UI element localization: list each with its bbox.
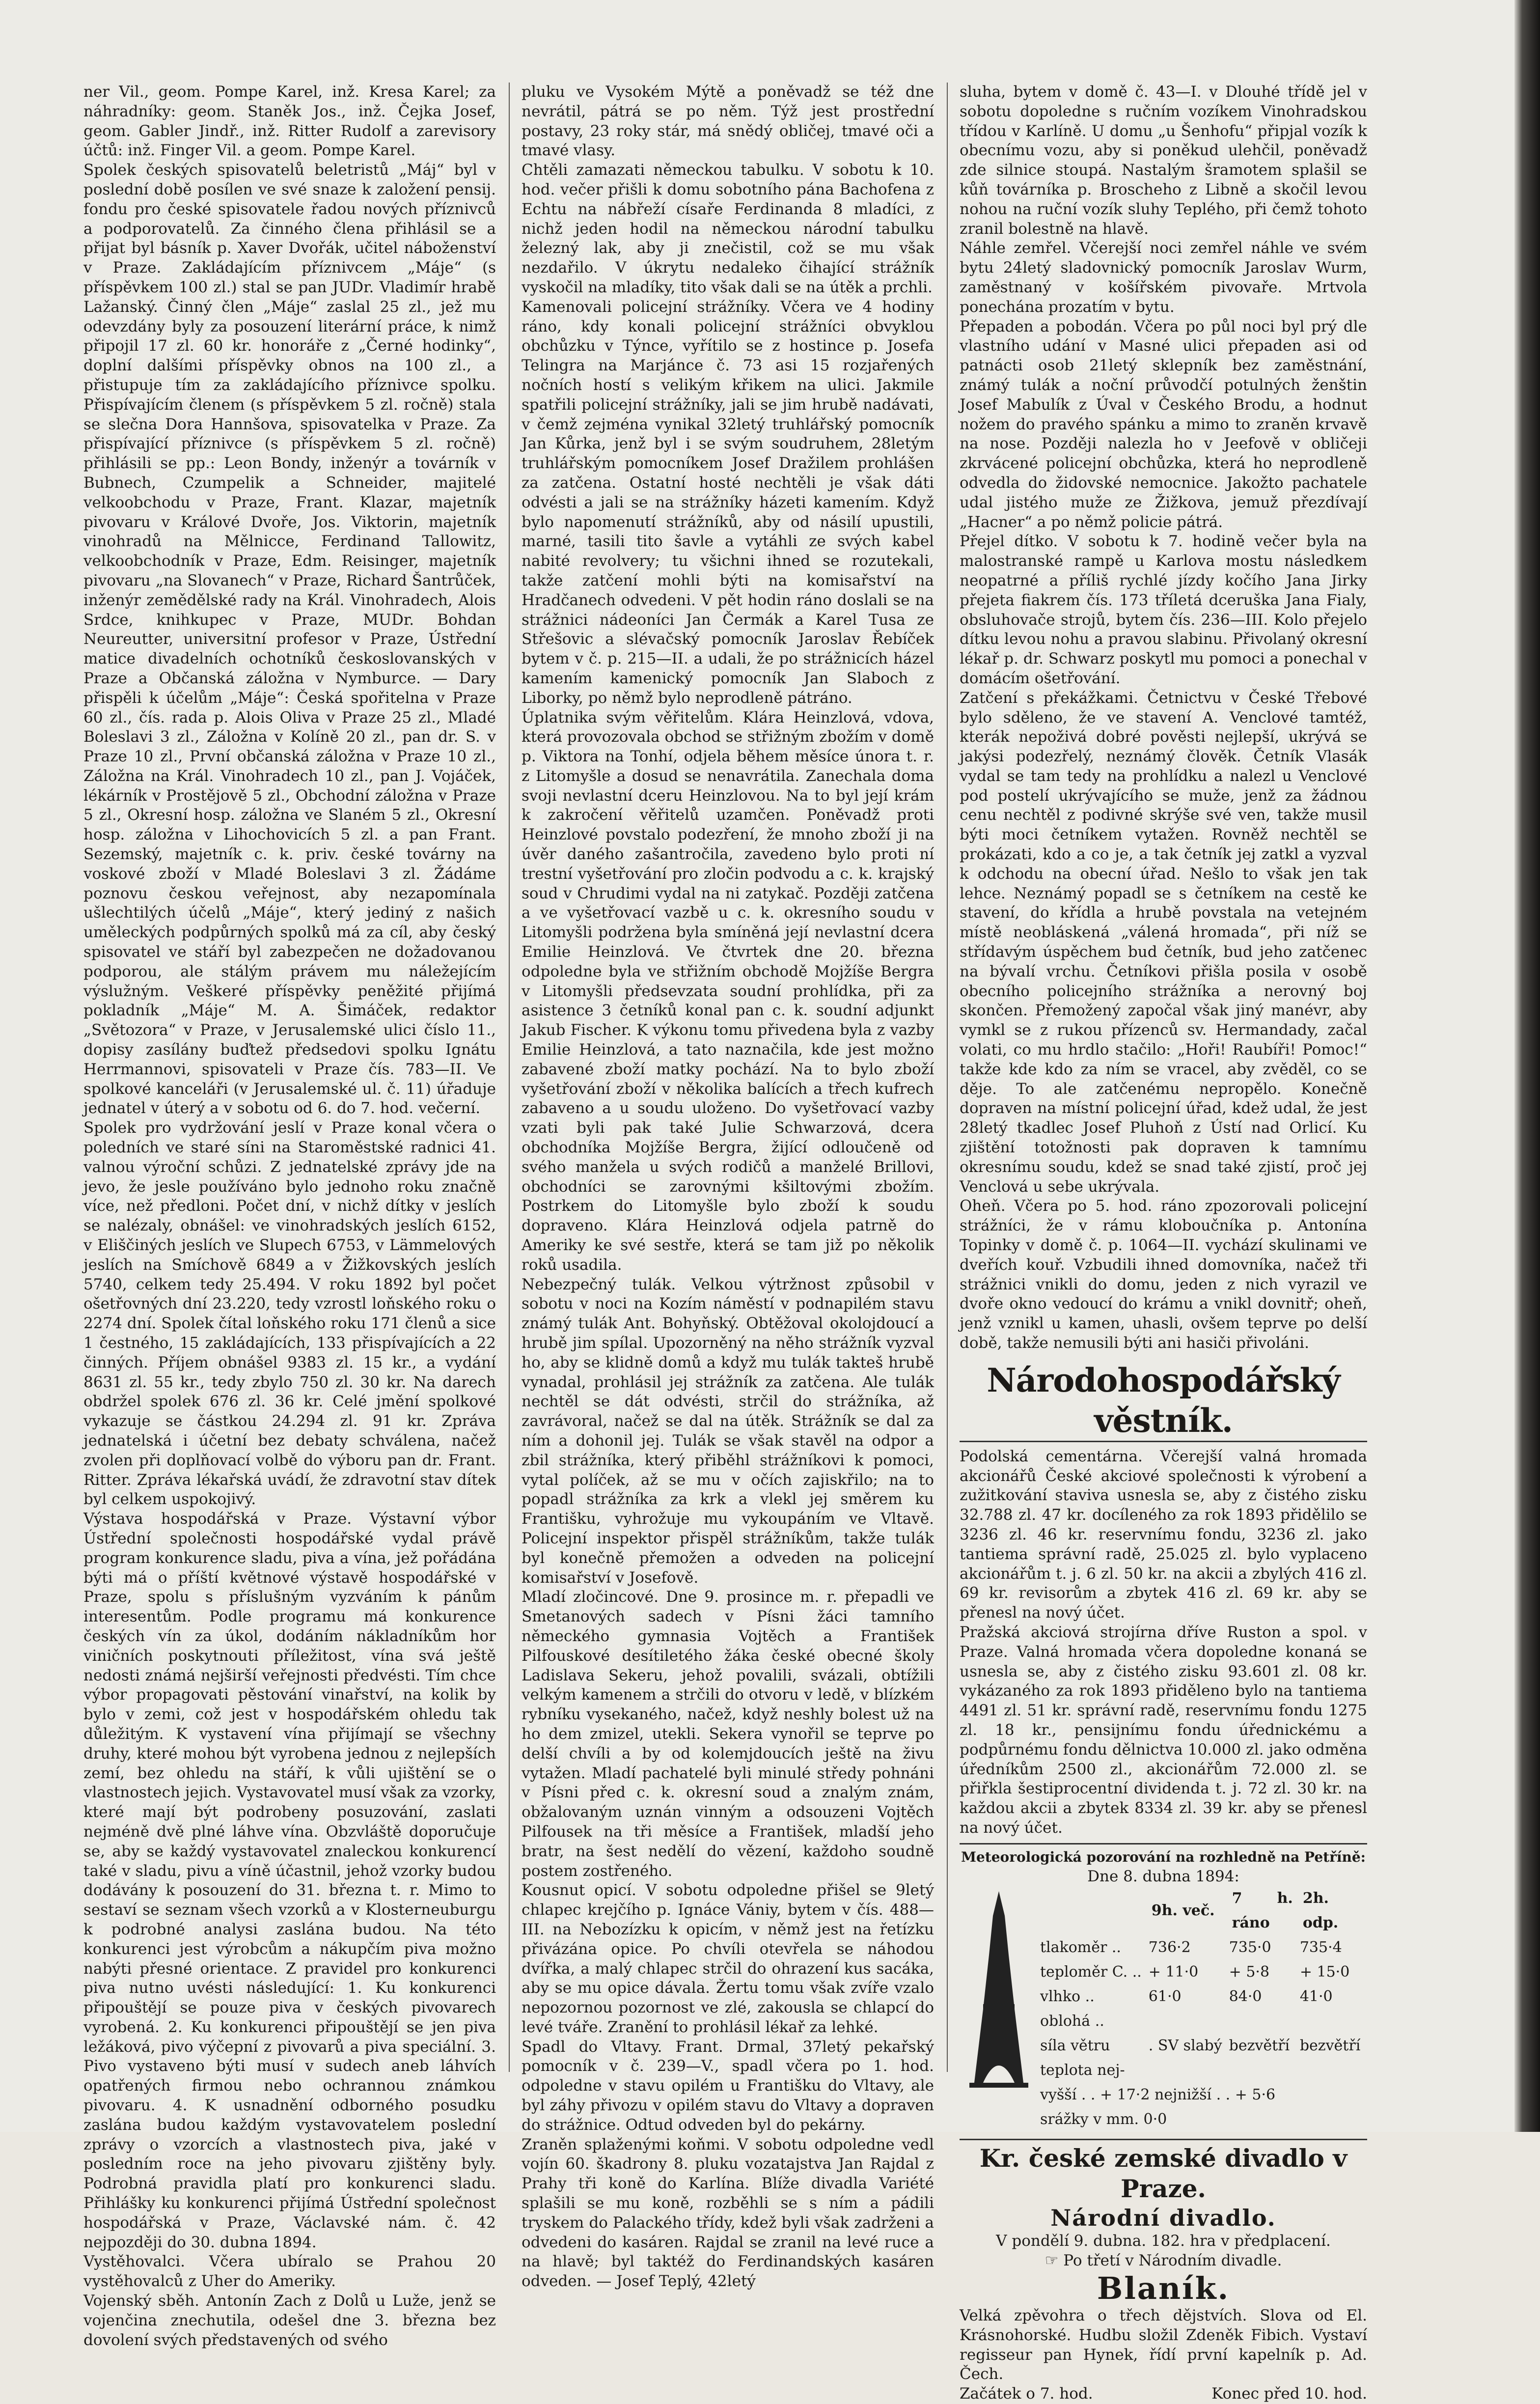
article-text: Spolek pro vydržování jeslí v Praze konal včera o poledních ve staré síni na Staroměstské radnici 41. valnou výroční schůzi. Z jednatelské zprávy jde na jevo, že jesle používáno bylo jednoho roku značně více, než předloni. Počet dní, v nichž dítky v jeslích se nalézaly, obnášel: ve vinohradských jeslích 6152, v Eliščiných jeslích ve Slupech 6753, v Lämmelových jeslích na Smíchově 6849 a v Žižkovských jeslích 5740, celkem tedy 25.494. V roku 1892 byl počet ošetřovných dní 23.220, tedy vzrostl loňského roku o 2274 dní. Spolek čítal loňského roku 171 členů a sice 1 čestného, 15 zakládajících, 133 přispívajících a 22 činných. Příjem obnášel 9383 zl. 15 kr., a vydání 8631 zl. 55 kr., tedy zbylo 750 zl. 30 kr. Na darech obdržel spolek 676 zl. 36 kr. Celé jmění spolkové vykazuje se částkou 24.294 zl. 91 kr. Zpráva jednatelská i účetní bez debaty schválena, načež zvolen při doplňovací volbě do výboru pan dr. Frant. Ritter. Zpráva lékařská uvádí, že zdravotní stav dítek byl celkem uspokojivý. <box>83 1119 496 1509</box>
weather-value: 61·0 <box>1148 1988 1182 2006</box>
article-text: Výstava hospodářská v Praze. Výstavní výbor Ústřední společnosti hospodářské vydal právě program konkurence sladu, piva a vína, jež pořádána býti má o příští květnové výstavě hospodářské v Praze, spolu s příslušným vyzváním k pánům interesentům. Podle programu má konkurence českých vín za úkol, dodáním nákladníkům hor viničních poskytnouti příležitost, vína svá ještě nedosti známá nejširší veřejnosti předvésti. Tím chce výbor propagovati pěstování vinařství, na kolik by bylo v zemi, což jest v hospodářském ohledu tak důležitým. K vystavení vína přijímají se všechny druhy, které mohou být vyrobena jednou z nejlepších zemí, bez ohledu na stáří, k vůli ujištění se o vlastnostech jejich. Vystavovatel musí však za vzorky, které mají být podrobeny posuzování, zaslati nejméně dvě plné láhve vína. Obzvláště doporučuje se, aby se každý vystavovatel znaleckou konkurencí také v sladu, pivu a víně účastnil, jehož vzorky budou dodávány k posouzení do 31. března t. r. Mimo to sestaví se seznam všech vzorků a v Klosterneuburgu k podrobné analysi zaslána budou. Na této konkurenci jest výrobcům a nákupčím piva možno nabýti přesné orientace. Z pravidel pro konkurenci piva nutno uvésti následující: 1. Ku konkurenci připouštějí se pouze piva v českých pivovarech vyrobená. 2. Ku konkurenci připouštějí se jen piva ležáková, pivo výčepní z pivovarů a piva speciální. 3. Pivo vystaveno býti musí v sudech aneb láhvích opatřených firmou nebo ochrannou známkou pivovaru. 4. K usnadnění odborného posudku zaslána budou každým vystavovatelem poslední zprávy o vzorcích a vlastnostech piva, jaké v posledním roce na jeho pivovaru zjištěny byly. Podrobná pravidla platí pro konkurenci sladu. Přihlášky ku konkurenci přijímá Ústřední společnost hospodářská v Praze, Václavské nám. č. 42 nejpozději do 30. dubna 1894. <box>83 1510 496 2251</box>
theatre-play-title: Blaník. <box>1097 2270 1230 2306</box>
article-text: Spolek českých spisovatelů beletristů „Máj“ byl v poslední době posílen ve své snaze k založení pensij. fondu pro české spisovatele řadou nových příznivců a podporovatelů. Za činného člena přihlásil se a přijat byl básník p. Xaver Dvořák, učitel náboženství v Praze. Zakládajícím příznivcem „Máje“ (s příspěvkem 100 zl.) stal se pan JUDr. Vladimír hrabě Lažanský. Činný člen „Máje“ zaslal 25 zl., jež mu odevzdány byly za posouzení literární práce, k nimž připojil 17 zl. 60 kr. honoráře z „Černé hodinky“, doplní dalšími příspěvky obnos na 100 zl., a přistupuje tím za zakládajícího příznivce spolku. Přispívajícím členem (s příspěvkem 5 zl. ročně) stala se slečna Dora Hannšova, spisovatelka v Praze. Za přispívající příznivce (s příspěvkem 5 zl. ročně) přihlásili se pp.: Leon Bondy, inženýr a továrník v Bubnech, Czumpelik a Schneider, majitelé velkoobchodu v Praze, Frant. Klazar, majetník pivovaru v Králové Dvoře, Jos. Viktorin, majetník vinohradů na Mělnicce, Ferdinand Tallowitz, velkoobchodník v Praze, Edm. Reisinger, majetník pivovaru „na Slovanech“ v Praze, Richard Šantrůček, inženýr zemědělské rady na Král. Vinohradech, Alois Srdce, knihkupec v Praze, MUDr. Bohdan Neureutter, universitní profesor v Praze, Ústřední matice divadelních ochotníků českoslovanských v Praze a Občanská záložna v Nymburce. — Dary přispěli k účelům „Máje“: Česká spořitelna v Praze 60 zl., čís. rada p. Alois Oliva v Praze 25 zl., Mladé Boleslavi 3 zl., Záložna v Kolíně 20 zl., pan dr. S. v Praze 10 zl., První občanská záložna v Praze 10 zl., Záložna na Král. Vinohradech 10 zl., pan J. Vojáček, lékárník v Prostějově 5 zl., Obchodní záložna v Praze 5 zl., Okresní hosp. záložna ve Slaném 5 zl., Okresní hosp. záložna v Lihochovicích 5 zl. a pan Frant. Sezemský, majetník c. k. priv. české továrny na voskové zboží v Mladé Boleslavi 3 zl. Žádáme poznovu českou veřejnost, aby nezapomínala ušlechtilých účelů „Máje“, který jediný z našich uměleckých podpůrných spolků má za cíl, aby český spisovatel ve stáří byl zabezpečen ne dožadovanou podporou, ale stálým právem mu náležejícím výslužným. Veškeré příspěvky peněžité přijímá pokladník „Máje“ M. A. Šimáček, redaktor „Světozora“ v Praze, v Jerusalemské ulici číslo 11., dopisy zasílány buďtež předsedovi spolku Ignátu Herrmannovi, spisovateli v Praze čís. 783—II. Ve spolkové kanceláři (v Jerusalemské ul. č. 11) úřaduje jednatel v úterý a v sobotu od 6. do 7. hod. večerní. <box>83 161 496 1118</box>
column-left <box>83 83 496 2350</box>
weather-value: + 15·0 <box>1299 1963 1350 1981</box>
theatre-times <box>960 2384 1367 2404</box>
column-divider <box>947 83 948 2072</box>
weather-value: bezvětří <box>1299 2037 1361 2055</box>
article-text: Chtěli zamazati německou tabulku. V sobotu k 10. hod. večer přišli k domu sobotního pána Bachofena z Echtu na nábřeží císaře Ferdinanda 8 mladíci, z nichž jeden hodil na německou národní tabulku železný lak, aby ji znečistil, což se mu však nezdařilo. V úkrytu nedaleko čihající strážník vyskočil na mladíky, tito však dali se na útěk a prchli. <box>522 161 934 296</box>
article-text: Spadl do Vltavy. Frant. Drmal, 37letý pekařský pomocník v č. 239—V., spadl včera po 1. hod. odpoledne v stavu opilém u Františku do Vltavy, ale byl záhy přivozu v opilém stavu do Vltavy a dopraven do strážnice. Odtud odveden byl do pekárny. <box>522 2038 934 2134</box>
article-text: Nebezpečný tulák. Velkou výtržnost způsobil v sobotu v noci na Kozím náměstí v podnapilém stavu známý tulák Ant. Bohyňský. Obtěžoval okolojdoucí a hrubě jim spílal. Upozorněný na něho strážník vyzval ho, aby se klidně domů a když mu tulák takteš hrubě vynadal, prohlásil jej strážník za zatčena. Ale tulák nechtěl se dát odvésti, strčil do strážníka, až zavrávoral, načež se dal na útěk. Strážník se dal za ním a dohonil jej. Tulák se však stavěl na odpor a zbil strážníka, který přiběhl strážníkovi k pomoci, vytal políček, až se mu v očích zajiskřilo; na to popadl strážníka za krk a vlekl jej směrem ku Františku, vyhrožuje mu vykoupáním ve Vltavě. Policejní inspektor přispěl strážníkům, takže tulák byl konečně přemožen a odveden na policejní komisařství v Josefově. <box>522 1275 934 1587</box>
weather-col-header: 9h. več. <box>1151 1902 1215 1920</box>
weather-row <box>1038 1985 1367 2009</box>
article-text: Vojenský sběh. Antonín Zach z Dolů u Luže, jenž se vojenčina znechutila, odešel dne 3. března bez dovolení svých představených od svého <box>83 2292 496 2349</box>
article-text: Podolská cementárna. Včerejší valná hromada akcionářů České akciové společnosti k výrobení a zužitkování staviva usnesla se, aby z čistého zisku 32.788 zl. 47 kr. docíleného za rok 1893 přidělilo se 3236 zl. 46 kr. reservnímu fondu, 3236 zl. jako tantiema správní radě, 25.025 zl. bylo vyplaceno akcionářům t. j. 6 zl. 50 kr. na akcii a zbylých 416 zl. 69 kr. revisorům a zbytek 416 zl. 69 kr. aby se přenesl na nový účet. <box>960 1447 1367 1622</box>
weather-grid <box>960 1886 1367 2132</box>
theatre-start: Začátek o 7. hod. <box>960 2385 1093 2403</box>
article-text: Kamenovali policejní strážníky. Včera ve 4 hodiny ráno, kdy konali policejní strážníci obvyklou obchůzku v Týnce, vyřítilo se z hostince p. Josefa Telingra na Marjánce č. 73 asi 15 rozjařených nočních hostí s velikým křikem na ulici. Jakmile spatřili policejní strážníky, jali se jim hrubě nadávati, v čemž zejména vynikal 32letý truhlářský pomocník Jan Kůrka, jenž byl i se svým soudruhem, 28letým truhlářským pomocníkem Josef Dražilem prohlášen za zatčena. Ostatní hosté nechtěli je však dáti odvésti a jali se na strážníky házeti kamením. Když bylo napomenutí strážníků, aby od násilí upustili, marné, tasili tito šavle a vytáhli ze svých kabel nabité revolvery; tu všichni ihned se rozutekali, takže zatčení mohli býti na komisařství na Hradčanech odvedeni. V pět hodin ráno doslali se na strážnici nádeoníci Jan Čermák a Karel Tusa ze Střešovic a slévačský pomocník Jaroslav Řebíček bytem v č. p. 215—II. a udali, že po strážnicích házel kamením kamenický pomocník Jan Slaboch z Liborky, po němž bylo neprodleně pátráno. <box>522 298 934 707</box>
weather-value: 735·4 <box>1299 1939 1342 1957</box>
theatre-title: Kr. české zemské divadlo v Praze. <box>979 2144 1348 2204</box>
weather-report <box>960 1843 1367 2132</box>
article-text: Zraněn splaženými koňmi. V sobotu odpoledne vedl vojín 60. škadrony 8. pluku vozatajstva Jan Rajdal z Prahy tři koně do Karlína. Blíže divadla Variété splašili se mu koně, rozběhli se s ním a pádili tryskem do Palackého třídy, kdež byli však zadrženi a odvedeni do kasáren. Rajdal se zranil na levé ruce a na hlavě; byl taktéž do Ferdinandských kasáren odveden. — Josef Teplý, 42letý <box>522 2135 934 2291</box>
weather-value <box>1147 2009 1227 2034</box>
weather-value: bezvětří <box>1229 2037 1290 2055</box>
article-text: Úplatnika svým věřitelům. Klára Heinzlová, vdova, která provozovala obchod se střižným zbožím v domě p. Viktora na Tonhí, odjela během měsíce února t. r. z Litomyšle a dosud se nenavrátila. Zanechala doma svoji nevlastní dceru Heinzlovou. Na to byl její krám k zakročení věřitelů uzamčen. Poněvadž proti Heinzlové povstalo podezření, že mnoho zboží ji na úvěr daného zašantročila, zavedeno bylo proti ní trestní vyšetřování pro zločin podvodu a c. k. krajský soud v Chrudimi vydal na ni zatykač. Později zatčena a ve vyšetřovací vazbě u c. k. okresního soudu v Litomyšli podržena byla smíněná její nevlastní dcera Emilie Heinzlová. Ve čtvrtek dne 20. března odpoledne byla ve střižním obchodě Mojžíše Bergra v Litomyšli předsevzata soudní prohlídka, při za asistence 3 četníků konal pan c. k. soudní adjunkt Jakub Fischer. K výkonu tomu přivedena byla z vazby Emilie Heinzlová, a tato naznačila, kde jest možno zabavené zboží matky pochází. Na to bylo zboží vyšetřování zboží v několika balících a třech kufrech zabaveno a u soudu uloženo. Do vyšetřovací vazby vzati byli pak také Julie Schwarzová, dcera obchodníka Mojžíše Bergra, žijící odloučeně od svého manžela u svých rodičů a manželé Brillovi, obchodníci se zarovnými kšiltovými zbožím. Postrkem do Litomyšle bylo zboží k soudu dopraveno. Klára Heinzlová odjela patrně do Ameriky ke své sestře, která se tam již po několik roků usadila. <box>522 708 934 1274</box>
weather-row <box>1038 2034 1367 2058</box>
weather-dots: .. <box>1132 1963 1142 1981</box>
weather-header-row <box>1038 1886 1367 1935</box>
article-text: ner Vil., geom. Pompe Karel, inž. Kresa Karel; za náhradníky: geom. Staněk Jos., inž. Čejka Josef, geom. Gabler Jindř., inž. Ritter Rudolf a zarevisory účtů: inž. Finger Vil. a geom. Pompe Karel. <box>83 83 496 160</box>
article-text: Náhle zemřel. Včerejší noci zemřel náhle ve svém bytu 24letý sladovnický pomocník Jaroslav Wurm, zaměstnaný v košířském pivovaře. Mrtvola ponechána prozatím v bytu. <box>960 239 1367 316</box>
weather-row-label: síla větru <box>1040 2037 1110 2055</box>
scan-edge <box>1514 0 1540 2132</box>
weather-value: . SV slabý <box>1148 2037 1222 2055</box>
weather-rain: srážky v mm. 0·0 <box>1040 2111 1167 2128</box>
weather-row-label: vlhko <box>1040 1988 1081 2006</box>
article-text: Přejel dítko. V sobotu k 7. hodině večer byla na malostranské rampě u Karlova mostu následkem neopatrné a příliš rychlé jízdy kočího Jana Jirky přejeta fiakrem čís. 173 tříletá dceruška Jana Fialy, obsluhovače strojů, bytem čís. 236—III. Kolo přejelo dítku levou nohu a pravou slabinu. Přivolaný okresní lékař p. dr. Schwarz poskytl mu pomoci a ponechal v domácím ošetřování. <box>960 532 1367 687</box>
petrin-tower-image <box>960 1886 1038 2093</box>
theatre-note: ☞ Po třetí v Národním divadle. <box>1045 2252 1282 2270</box>
weather-row <box>1038 2009 1367 2034</box>
weather-dots: .. <box>1095 2013 1104 2030</box>
weather-date: Dne 8. dubna 1894: <box>1087 1867 1239 1885</box>
article-text: pluku ve Vysokém Mýtě a poněvadž se též dne nevrátil, pátrá se po něm. Týž jest prostřední postavy, 23 roky stár, má snědý obličej, tmavé oči a tmavé vlasy. <box>522 83 934 160</box>
column-middle <box>522 83 934 2292</box>
weather-value <box>1227 2009 1298 2034</box>
article-text: sluha, bytem v domě č. 43—I. v Dlouhé třídě jel v sobotu dopoledne s ručním vozíkem Vinohradskou třídou v Karlíně. U domu „u Šenhofu“ připjal vozík k obecnímu vozu, aby si poněkud ulehčil, poněvadž zde silnice stoupá. Nastalým šramotem splašil se kůň továrníka p. Broscheho z Libně a skočil levou nohou na ruční vozík sluhy Teplého, při čemž tohoto zranil bolestně na hlavě. <box>960 83 1367 238</box>
weather-value: 84·0 <box>1229 1988 1262 2006</box>
weather-value: + 5·8 <box>1229 1963 1270 1981</box>
theatre-listing <box>960 2139 1367 2404</box>
column-divider <box>509 83 510 2072</box>
weather-row-label: teploměr C. <box>1040 1963 1128 1981</box>
weather-dots: .. <box>1085 1988 1095 2006</box>
weather-table <box>1038 1886 1367 2132</box>
article-text: Pražská akciová strojírna dříve Ruston a spol. v Praze. Valná hromada včera dopoledne konaná se usnesla se, aby z čistého zisku 93.601 zl. 08 kr. vykázaného za rok 1893 přiděleno bylo na tantiema 4491 zl. 51 kr. správní radě, reservnímu fondu 1275 zl. 18 kr., pensijnímu fondu úřednickému a podpůrnému fondu dělnictva 10.000 zl. jako odměna úředníkům 2500 zl., akcionářům 72.000 zl. se přiřkla šestiprocentní dividenda t. j. 72 zl. 30 kr. na každou akcii a zbytek 8334 zl. 39 kr. aby se přenesl na nový účet. <box>960 1623 1367 1837</box>
weather-temp-values: vyšší . . + 17·2 nejnižší . . + 5·6 <box>1040 2086 1276 2104</box>
weather-dots: .. <box>1111 1939 1121 1957</box>
article-text: Kousnut opicí. V sobotu odpoledne přišel se 9letý chlapec krejčího p. Ignáce Vániy, bytem v čís. 488—III. na Nebozízku k opicím, v němž jest na řetízku přivázána opice. Po chvíli otevřela se náhodou dvířka, a malý chlapec strčil do ohrazení kus sacáka, aby se mu opice dávala. Žertu tomu však zvíře vzalo nepozornou pozornost ve zlé, zakousla se chlapcí do levé tváře. Zranění to prohlásil lékař za lehké. <box>522 1881 934 2036</box>
weather-title: Meteorologická pozorování na rozhledně na Petříně: <box>961 1848 1366 1865</box>
weather-row <box>1038 1935 1367 1960</box>
article-text: Mladí zločincové. Dne 9. prosince m. r. přepadli ve Smetanových sadech v Písni žáci tamního německého gymnasia Vojtěch a František Pilfouskové desítiletého žáka české obecné školy Ladislava Sekeru, jehož povalili, svázali, obtížili velkým kamenem a strčili do otvoru v ledě, v blízkém rybníku vysekaného, načež, když neshly bolest už na ho dem zmizel, utekli. Sekera vynořil se teprve po delší chvíli a by od kolemjdoucích ještě na živu vytažen. Mladí pachatelé byli minulé středy pohnáni v Písni před c. k. okresní soud a znalým znám, obžalovaným uznán vinným a odsouzeni Vojtěch Pilfousek na tři měsíce a František, mladší jeho bratr, na šest nedělí do vězení, každoho soudně postem zostřeného. <box>522 1588 934 1880</box>
weather-row <box>1038 1960 1367 1985</box>
theatre-note-text: Po třetí v Národním divadle. <box>1063 2252 1282 2270</box>
article-text: Vystěhovalci. Včera ubíralo se Prahou 20 vystěhovalců z Uher do Ameriky. <box>83 2253 496 2291</box>
weather-value: 736·2 <box>1148 1939 1191 1957</box>
petrin-tower-icon <box>960 1886 1038 2093</box>
theatre-date: V pondělí 9. dubna. 182. hra v předplacení. <box>996 2232 1331 2250</box>
section-title-economy: Národohospodářský věstník. <box>960 1360 1367 1442</box>
weather-row-label: oblohá <box>1040 2013 1091 2030</box>
weather-col-header: 2h. odp. <box>1302 1890 1339 1932</box>
weather-col-header: 7 h. ráno <box>1232 1890 1293 1932</box>
weather-value: 735·0 <box>1229 1939 1271 1957</box>
weather-temp-label: teplota nej- <box>1040 2062 1125 2079</box>
weather-row-label: tlakoměr <box>1040 1939 1107 1957</box>
column-right <box>960 83 1367 2404</box>
weather-value <box>1298 2009 1367 2034</box>
article-text: Oheň. Včera po 5. hod. ráno zpozorovali policejní strážníci, že v rámu kloboučníka p. Antonína Topinky v domě č. p. 1064—II. vychází skulinami ve dveřích kouř. Vzbudili ihned domovníka, načež tři strážnici vnikli do domu, jeden z nich vyrazil ve dvoře okno vedoucí do krámu a vnikl dovnitř; oheň, jenž vznikl u kamen, uhasli, ovšem teprve po delší době, takže nemusili býti ani hasiči přivoláni. <box>960 1197 1367 1352</box>
article-text: Zatčení s překážkami. Četnictvu v České Třebové bylo sděleno, že ve stavení A. Venclové tamtéž, kterák nepoživá dobré pověsti nejlepší, ukrývá se jakýsi podezřelý, neznámý člověk. Četník Vlasák vydal se tam tedy na prohlídku a nalezl u Venclové pod postelí ukrývajícího se muže, jenž za žádnou cenu nechtěl z podivné skrýše své ven, takže musil býti moci četníkem vytažen. Rovněž nechtěl se prokázati, kdo a co je, a tak četník jej zatkl a vyzval k odchodu na obecní úřad. Nešlo to však jen tak lehce. Neznámý popadl se s četníkem na cestě ke stavení, do křídla a hrubě povstala na vetejném místě neobláskená „válená hromada“, při níž se střídavým úspěchem bud četník, bud jeho zatčenec na bývalí vrchu. Četníkovi přišla posila v osobě obecního policejního strážníka a nerovný boj skončen. Přemožený započal však jiný manévr, aby vymkl se z rukou přízenců sv. Hermandady, začal volati, co mu hrdlo stačilo: „Hoři! Raubíři! Pomoc!“ takže kde kdo za ním se vracel, aby zvěděl, co se děje. To ale zatčenému nepropělo. Konečně dopraven na místní policejní úřad, kdež udal, že jest 28letý tkadlec Josef Pluhoň z Ústí nad Orlicí. Ku zjištění totožnosti pak dopraven k tamnímu okresnímu soudu, kdež se snad také zjistí, proč jej Venclová u sebe ukrývala. <box>960 689 1367 1196</box>
theatre-description: Velká zpěvohra o třech dějstvích. Slova od El. Krásnohorské. Hudbu složil Zdeněk Fibich. Vystaví regisseur pan Hynek, řídí první kapelník p. Ad. Čech. <box>960 2306 1367 2383</box>
weather-value: + 11·0 <box>1148 1963 1199 1981</box>
theatre-subtitle: Národní divadlo. <box>1050 2205 1276 2232</box>
weather-value: 41·0 <box>1299 1988 1333 2006</box>
theatre-end: Konec před 10. hod. <box>1211 2385 1367 2403</box>
article-text: Přepaden a pobodán. Včera po půl noci byl prý dle vlastního udání v Masné ulici přepaden asi od patnácti osob 21letý sklepník bez zaměstnání, známý tulák a noční průvodčí potulných ženštin Josef Mabulík z Úval v Českého Brodu, a hodnut nožem do pravého spánku a mimo to zraněn krvavě na nose. Později nalezla ho v Jeefově v obličeji zkrvácené policejní obchůzka, která ho neprodleně odvedla do židovské nemocnice. Jakožto pachatele udal jistého muže ze Žižkova, jemuž přezdívají „Hacner“ a po němž policie pátrá. <box>960 317 1367 531</box>
